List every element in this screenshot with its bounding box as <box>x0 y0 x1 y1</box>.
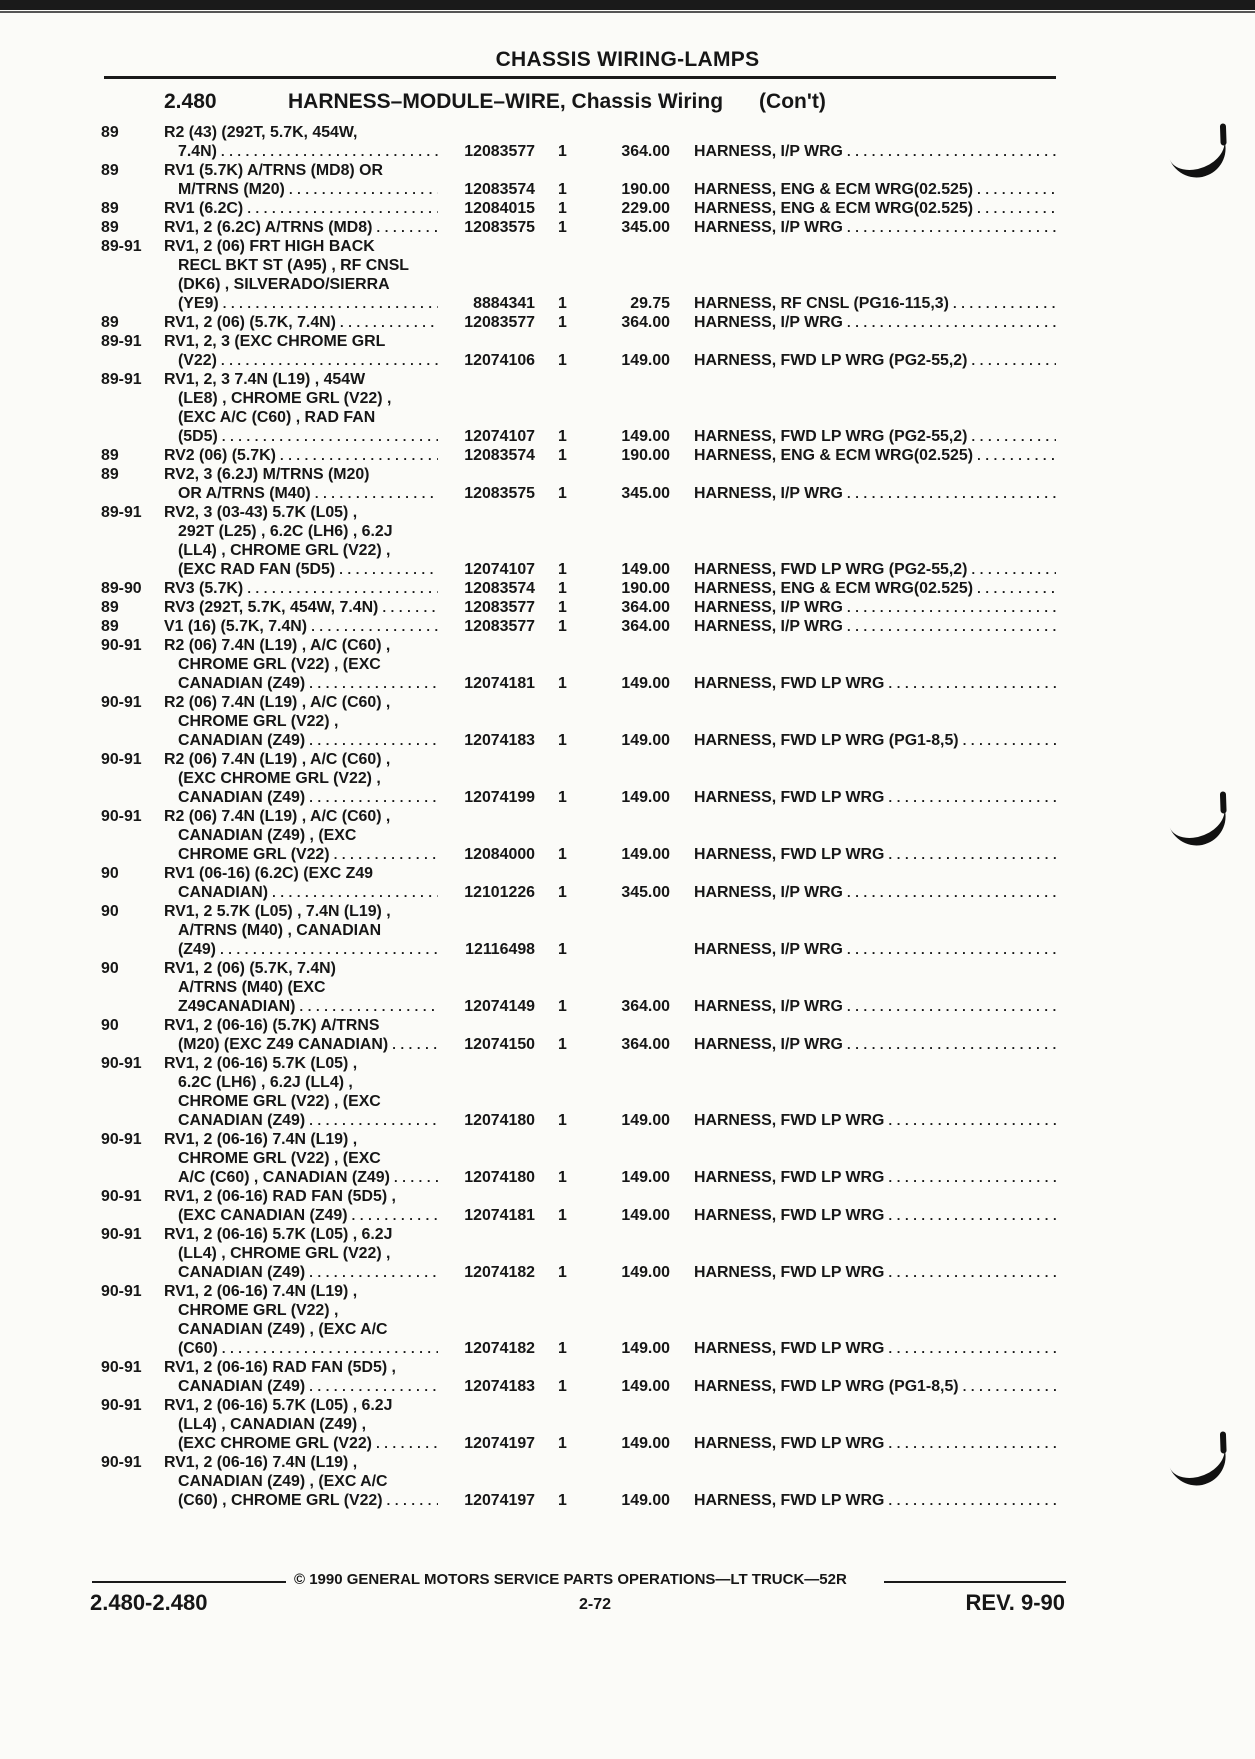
usage-description <box>164 902 438 959</box>
part-name: HARNESS, FWD LP WRG . . . <box>694 788 1056 807</box>
part-row <box>0 750 1255 807</box>
description-line: (V22) . . . <box>164 351 438 370</box>
part-name: HARNESS, FWD LP WRG . . . <box>694 1339 1056 1358</box>
part-number: 12074180 <box>464 1112 535 1129</box>
quantity: 1 <box>558 314 567 331</box>
part-number: 12074107 <box>464 428 535 445</box>
part-row <box>0 1130 1255 1187</box>
usage-description <box>164 1054 438 1130</box>
description-line: RV2 (06) (5.7K) . . . <box>164 446 438 465</box>
description-line: R2 (06) 7.4N (L19) , A/C (C60) , <box>164 694 391 711</box>
price: 149.00 <box>621 789 670 806</box>
usage-description <box>164 161 438 199</box>
description-line: CANADIAN (Z49) . . . <box>164 788 438 807</box>
part-row <box>0 218 1255 237</box>
description-line: CHROME GRL (V22) , (EXC <box>178 1093 381 1110</box>
quantity: 1 <box>558 561 567 578</box>
description-line: RV1, 2 (06-16) 7.4N (L19) , <box>164 1454 358 1471</box>
part-row <box>0 446 1255 465</box>
quantity: 1 <box>558 599 567 616</box>
quantity: 1 <box>558 143 567 160</box>
quantity: 1 <box>558 485 567 502</box>
part-name: HARNESS, FWD LP WRG (PG1-8,5) . . . <box>694 1377 1056 1396</box>
part-number: 12083574 <box>464 447 535 464</box>
part-name: HARNESS, I/P WRG . . . <box>694 218 1056 237</box>
price: 149.00 <box>621 428 670 445</box>
part-name: HARNESS, I/P WRG . . . <box>694 1035 1056 1054</box>
part-number: 12074181 <box>464 1207 535 1224</box>
part-name: HARNESS, ENG & ECM WRG(02.525) . . . <box>694 446 1056 465</box>
model-year: 89 <box>101 618 119 635</box>
price: 149.00 <box>621 1264 670 1281</box>
quantity: 1 <box>558 1378 567 1395</box>
description-line: CHROME GRL (V22) , <box>178 1302 339 1319</box>
price: 345.00 <box>621 219 670 236</box>
section-title: CHASSIS WIRING-LAMPS <box>495 48 760 71</box>
description-line: RV1, 2 (06-16) (5.7K) A/TRNS <box>164 1017 380 1034</box>
model-year: 89-91 <box>101 238 142 255</box>
part-number: 12083577 <box>464 618 535 635</box>
price: 149.00 <box>621 1207 670 1224</box>
model-year: 90-91 <box>101 1283 142 1300</box>
description-line: 292T (L25) , 6.2C (LH6) , 6.2J <box>178 523 393 540</box>
part-name: HARNESS, FWD LP WRG . . . <box>694 1206 1056 1225</box>
part-row <box>0 1016 1255 1054</box>
group-heading <box>164 90 826 114</box>
usage-description <box>164 598 438 617</box>
quantity: 1 <box>558 447 567 464</box>
description-line: (M20) (EXC Z49 CANADIAN) . . . <box>164 1035 438 1054</box>
part-row <box>0 617 1255 636</box>
part-row <box>0 598 1255 617</box>
description-line: (Z49) . . . <box>164 940 438 959</box>
description-line: CANADIAN (Z49) , (EXC A/C <box>178 1473 388 1490</box>
usage-description <box>164 123 438 161</box>
footer-range: 2.480-2.480 <box>90 1590 208 1615</box>
model-year: 89 <box>101 162 119 179</box>
usage-description <box>164 1453 438 1510</box>
usage-description <box>164 750 438 807</box>
part-name: HARNESS, I/P WRG . . . <box>694 997 1056 1016</box>
part-row <box>0 1187 1255 1225</box>
part-number: 12074182 <box>464 1340 535 1357</box>
part-number: 12083574 <box>464 181 535 198</box>
part-number: 12083577 <box>464 143 535 160</box>
price: 149.00 <box>621 1112 670 1129</box>
description-line: (EXC CHROME GRL (V22) . . . <box>164 1434 438 1453</box>
usage-description <box>164 1225 438 1282</box>
part-number: 12074182 <box>464 1264 535 1281</box>
part-row <box>0 864 1255 902</box>
quantity: 1 <box>558 732 567 749</box>
description-line: A/C (C60) , CANADIAN (Z49) . . . <box>164 1168 438 1187</box>
description-line: (EXC CANADIAN (Z49) . . . <box>164 1206 438 1225</box>
footer-revision: REV. 9-90 <box>965 1590 1065 1615</box>
description-line: CANADIAN (Z49) . . . <box>164 731 438 750</box>
model-year: 90-91 <box>101 1055 142 1072</box>
usage-description <box>164 1396 438 1453</box>
quantity: 1 <box>558 1340 567 1357</box>
part-number: 8884341 <box>473 295 535 312</box>
quantity: 1 <box>558 219 567 236</box>
description-line: RV3 (292T, 5.7K, 454W, 7.4N) . . . <box>164 598 438 617</box>
part-number: 12074199 <box>464 789 535 806</box>
part-name: HARNESS, FWD LP WRG . . . <box>694 1168 1056 1187</box>
part-row <box>0 123 1255 161</box>
price: 229.00 <box>621 200 670 217</box>
part-row <box>0 959 1255 1016</box>
description-line: 6.2C (LH6) , 6.2J (LL4) , <box>178 1074 353 1091</box>
model-year: 89-90 <box>101 580 142 597</box>
quantity: 1 <box>558 580 567 597</box>
part-name: HARNESS, ENG & ECM WRG(02.525) . . . <box>694 579 1056 598</box>
part-number: 12083577 <box>464 599 535 616</box>
description-line: RV1 (06-16) (6.2C) (EXC Z49 <box>164 865 374 882</box>
quantity: 1 <box>558 200 567 217</box>
description-line: OR A/TRNS (M40) . . . <box>164 484 438 503</box>
description-line: CHROME GRL (V22) . . . <box>164 845 438 864</box>
price: 149.00 <box>621 352 670 369</box>
quantity: 1 <box>558 181 567 198</box>
part-name: HARNESS, ENG & ECM WRG(02.525) . . . <box>694 199 1056 218</box>
usage-description <box>164 218 438 237</box>
quantity: 1 <box>558 428 567 445</box>
parts-list <box>0 123 1255 1510</box>
part-number: 12074183 <box>464 732 535 749</box>
quantity: 1 <box>558 1435 567 1452</box>
price: 149.00 <box>621 1169 670 1186</box>
model-year: 89 <box>101 124 119 141</box>
description-line: RV1, 2 (06-16) 5.7K (L05) , 6.2J <box>164 1226 393 1243</box>
part-name: HARNESS, FWD LP WRG . . . <box>694 1491 1056 1510</box>
part-row <box>0 465 1255 503</box>
description-line: CHROME GRL (V22) , (EXC <box>178 656 381 673</box>
model-year: 90-91 <box>101 751 142 768</box>
model-year: 89 <box>101 447 119 464</box>
part-number: 12074183 <box>464 1378 535 1395</box>
description-line: (YE9) . . . <box>164 294 438 313</box>
part-row <box>0 1282 1255 1358</box>
usage-description <box>164 199 438 218</box>
model-year: 90 <box>101 865 119 882</box>
top-border <box>0 0 1255 10</box>
part-number: 12084000 <box>464 846 535 863</box>
part-number: 12074107 <box>464 561 535 578</box>
model-year: 90-91 <box>101 808 142 825</box>
usage-description <box>164 636 438 693</box>
part-name: HARNESS, FWD LP WRG (PG2-55,2) . . . <box>694 351 1056 370</box>
description-line: CHROME GRL (V22) , <box>178 713 339 730</box>
price: 190.00 <box>621 580 670 597</box>
model-year: 89-91 <box>101 371 142 388</box>
part-name: HARNESS, FWD LP WRG (PG2-55,2) . . . <box>694 427 1056 446</box>
part-row <box>0 370 1255 446</box>
part-number: 12074150 <box>464 1036 535 1053</box>
quantity: 1 <box>558 1169 567 1186</box>
description-line: RV1, 2 (06) (5.7K, 7.4N) <box>164 960 336 977</box>
description-line: (LL4) , CANADIAN (Z49) , <box>178 1416 367 1433</box>
quantity: 1 <box>558 846 567 863</box>
model-year: 90-91 <box>101 1454 142 1471</box>
usage-description <box>164 237 438 313</box>
model-year: 90-91 <box>101 1131 142 1148</box>
model-year: 90-91 <box>101 1226 142 1243</box>
part-row <box>0 313 1255 332</box>
part-name: HARNESS, FWD LP WRG . . . <box>694 1263 1056 1282</box>
description-line: (5D5) . . . <box>164 427 438 446</box>
usage-description <box>164 959 438 1016</box>
usage-description <box>164 617 438 636</box>
usage-description <box>164 503 438 579</box>
price: 364.00 <box>621 1036 670 1053</box>
part-name: HARNESS, ENG & ECM WRG(02.525) . . . <box>694 180 1056 199</box>
description-line: (EXC RAD FAN (5D5) . . . <box>164 560 438 579</box>
description-line: 7.4N) . . . <box>164 142 438 161</box>
usage-description <box>164 332 438 370</box>
description-line: CANADIAN (Z49) . . . <box>164 674 438 693</box>
part-number: 12074180 <box>464 1169 535 1186</box>
description-line: RV2, 3 (03-43) 5.7K (L05) , <box>164 504 358 521</box>
footer-rule-left <box>92 1581 286 1583</box>
quantity: 1 <box>558 1112 567 1129</box>
description-line: RV1, 2 (06-16) 5.7K (L05) , 6.2J <box>164 1397 393 1414</box>
price: 149.00 <box>621 675 670 692</box>
usage-description <box>164 313 438 332</box>
description-line: RV1, 2 (06-16) 5.7K (L05) , <box>164 1055 358 1072</box>
price: 364.00 <box>621 314 670 331</box>
group-title: HARNESS–MODULE–WIRE, Chassis Wiring <box>288 90 724 113</box>
model-year: 89-91 <box>101 504 142 521</box>
part-number: 12083575 <box>464 485 535 502</box>
usage-description <box>164 1358 438 1396</box>
description-line: (EXC CHROME GRL (V22) , <box>178 770 381 787</box>
description-line: CANADIAN (Z49) , (EXC A/C <box>178 1321 388 1338</box>
description-line: R2 (06) 7.4N (L19) , A/C (C60) , <box>164 751 391 768</box>
description-line: CANADIAN (Z49) , (EXC <box>178 827 357 844</box>
part-number: 12084015 <box>464 200 535 217</box>
part-name: HARNESS, FWD LP WRG . . . <box>694 674 1056 693</box>
usage-description <box>164 1282 438 1358</box>
part-row <box>0 693 1255 750</box>
quantity: 1 <box>558 1036 567 1053</box>
model-year: 89 <box>101 599 119 616</box>
usage-description <box>164 1130 438 1187</box>
model-year: 90-91 <box>101 1359 142 1376</box>
part-row <box>0 636 1255 693</box>
description-line: V1 (16) (5.7K, 7.4N) . . . <box>164 617 438 636</box>
part-name: HARNESS, I/P WRG . . . <box>694 142 1056 161</box>
description-line: R2 (43) (292T, 5.7K, 454W, <box>164 124 358 141</box>
part-name: HARNESS, FWD LP WRG . . . <box>694 1434 1056 1453</box>
part-row <box>0 237 1255 313</box>
description-line: RV2, 3 (6.2J) M/TRNS (M20) <box>164 466 370 483</box>
description-line: (LL4) , CHROME GRL (V22) , <box>178 542 391 559</box>
quantity: 1 <box>558 618 567 635</box>
part-number: 12083575 <box>464 219 535 236</box>
description-line: A/TRNS (M40) (EXC <box>178 979 326 996</box>
part-row <box>0 807 1255 864</box>
part-row <box>0 332 1255 370</box>
part-row <box>0 1396 1255 1453</box>
model-year: 90-91 <box>101 1397 142 1414</box>
model-year: 89 <box>101 219 119 236</box>
description-line: CHROME GRL (V22) , (EXC <box>178 1150 381 1167</box>
footer-rule-right <box>884 1581 1066 1583</box>
part-row <box>0 161 1255 199</box>
part-name: HARNESS, I/P WRG . . . <box>694 883 1056 902</box>
description-line: RV1, 2 (06-16) 7.4N (L19) , <box>164 1131 358 1148</box>
description-line: RV1 (6.2C) . . . <box>164 199 438 218</box>
part-number: 12074181 <box>464 675 535 692</box>
group-number: 2.480 <box>164 90 217 113</box>
part-row <box>0 1453 1255 1510</box>
usage-description <box>164 693 438 750</box>
description-line: (C60) , CHROME GRL (V22) . . . <box>164 1491 438 1510</box>
quantity: 1 <box>558 1264 567 1281</box>
model-year: 89 <box>101 314 119 331</box>
part-number: 12083577 <box>464 314 535 331</box>
continued-label: (Con't) <box>759 90 826 113</box>
price: 149.00 <box>621 1378 670 1395</box>
description-line: (LL4) , CHROME GRL (V22) , <box>178 1245 391 1262</box>
description-line: Z49CANADIAN) . . . <box>164 997 438 1016</box>
usage-description <box>164 1016 438 1054</box>
quantity: 1 <box>558 352 567 369</box>
part-name: HARNESS, RF CNSL (PG16-115,3) . . . <box>694 294 1056 313</box>
part-name: HARNESS, I/P WRG . . . <box>694 313 1056 332</box>
usage-description <box>164 370 438 446</box>
part-name: HARNESS, I/P WRG . . . <box>694 940 1056 959</box>
part-name: HARNESS, I/P WRG . . . <box>694 617 1056 636</box>
price: 149.00 <box>621 1340 670 1357</box>
price: 345.00 <box>621 485 670 502</box>
description-line: CANADIAN (Z49) . . . <box>164 1111 438 1130</box>
part-row <box>0 1225 1255 1282</box>
quantity: 1 <box>558 998 567 1015</box>
model-year: 90 <box>101 960 119 977</box>
part-name: HARNESS, FWD LP WRG (PG1-8,5) . . . <box>694 731 1056 750</box>
part-row <box>0 579 1255 598</box>
usage-description <box>164 1187 438 1225</box>
description-line: (C60) . . . <box>164 1339 438 1358</box>
part-row <box>0 902 1255 959</box>
description-line: M/TRNS (M20) . . . <box>164 180 438 199</box>
usage-description <box>164 446 438 465</box>
model-year: 90 <box>101 1017 119 1034</box>
part-number: 12083574 <box>464 580 535 597</box>
part-row <box>0 199 1255 218</box>
description-line: RECL BKT ST (A95) , RF CNSL <box>178 257 410 274</box>
part-name: HARNESS, FWD LP WRG . . . <box>694 845 1056 864</box>
price: 364.00 <box>621 998 670 1015</box>
price: 190.00 <box>621 447 670 464</box>
description-line: CANADIAN (Z49) . . . <box>164 1263 438 1282</box>
quantity: 1 <box>558 789 567 806</box>
description-line: RV3 (5.7K) . . . <box>164 579 438 598</box>
copyright-notice: © 1990 GENERAL MOTORS SERVICE PARTS OPERATIONS—LT TRUCK—52R <box>294 1571 847 1588</box>
description-line: CANADIAN) . . . <box>164 883 438 902</box>
part-row <box>0 1358 1255 1396</box>
quantity: 1 <box>558 941 567 958</box>
description-line: RV1, 2 (06) FRT HIGH BACK <box>164 238 375 255</box>
description-line: CANADIAN (Z49) . . . <box>164 1377 438 1396</box>
description-line: (DK6) , SILVERADO/SIERRA <box>178 276 390 293</box>
part-name: HARNESS, I/P WRG . . . <box>694 484 1056 503</box>
model-year: 90-91 <box>101 637 142 654</box>
description-line: R2 (06) 7.4N (L19) , A/C (C60) , <box>164 808 391 825</box>
model-year: 90-91 <box>101 1188 142 1205</box>
quantity: 1 <box>558 1207 567 1224</box>
part-name: HARNESS, I/P WRG . . . <box>694 598 1056 617</box>
part-number: 12074197 <box>464 1435 535 1452</box>
quantity: 1 <box>558 675 567 692</box>
part-number: 12116498 <box>465 941 535 958</box>
price: 149.00 <box>621 846 670 863</box>
part-number: 12074197 <box>464 1492 535 1509</box>
title-rule <box>104 76 1056 79</box>
top-border-thin <box>0 11 1255 13</box>
description-line: RV1, 2 (06-16) 7.4N (L19) , <box>164 1283 358 1300</box>
part-row <box>0 1054 1255 1130</box>
model-year: 90-91 <box>101 694 142 711</box>
part-name: HARNESS, FWD LP WRG . . . <box>694 1111 1056 1130</box>
description-line: RV1, 2 (06) (5.7K, 7.4N) . . . <box>164 313 438 332</box>
usage-description <box>164 579 438 598</box>
price: 149.00 <box>621 732 670 749</box>
usage-description <box>164 465 438 503</box>
description-line: RV1, 2 (6.2C) A/TRNS (MD8) . . . <box>164 218 438 237</box>
description-line: (LE8) , CHROME GRL (V22) , <box>178 390 392 407</box>
quantity: 1 <box>558 1492 567 1509</box>
part-number: 12074106 <box>464 352 535 369</box>
price: 149.00 <box>621 1435 670 1452</box>
quantity: 1 <box>558 295 567 312</box>
price: 149.00 <box>621 1492 670 1509</box>
part-number: 12074149 <box>464 998 535 1015</box>
description-line: A/TRNS (M40) , CANADIAN <box>178 922 382 939</box>
model-year: 89-91 <box>101 333 142 350</box>
description-line: RV1 (5.7K) A/TRNS (MD8) OR <box>164 162 383 179</box>
description-line: R2 (06) 7.4N (L19) , A/C (C60) , <box>164 637 391 654</box>
description-line: RV1, 2 (06-16) RAD FAN (5D5) , <box>164 1188 396 1205</box>
description-line: (EXC A/C (C60) , RAD FAN <box>178 409 376 426</box>
description-line: RV1, 2 (06-16) RAD FAN (5D5) , <box>164 1359 396 1376</box>
price: 29.75 <box>630 295 670 312</box>
usage-description <box>164 864 438 902</box>
price: 364.00 <box>621 599 670 616</box>
description-line: RV1, 2 5.7K (L05) , 7.4N (L19) , <box>164 903 391 920</box>
price: 149.00 <box>621 561 670 578</box>
usage-description <box>164 807 438 864</box>
description-line: RV1, 2, 3 (EXC CHROME GRL <box>164 333 386 350</box>
part-name: HARNESS, FWD LP WRG (PG2-55,2) . . . <box>694 560 1056 579</box>
part-number: 12101226 <box>464 884 535 901</box>
price: 364.00 <box>621 143 670 160</box>
price: 345.00 <box>621 884 670 901</box>
price: 190.00 <box>621 181 670 198</box>
part-row <box>0 503 1255 579</box>
description-line: RV1, 2, 3 7.4N (L19) , 454W <box>164 371 366 388</box>
quantity: 1 <box>558 884 567 901</box>
price: 364.00 <box>621 618 670 635</box>
model-year: 89 <box>101 200 119 217</box>
model-year: 90 <box>101 903 119 920</box>
model-year: 89 <box>101 466 119 483</box>
page-number: 2-72 <box>578 1596 612 1613</box>
